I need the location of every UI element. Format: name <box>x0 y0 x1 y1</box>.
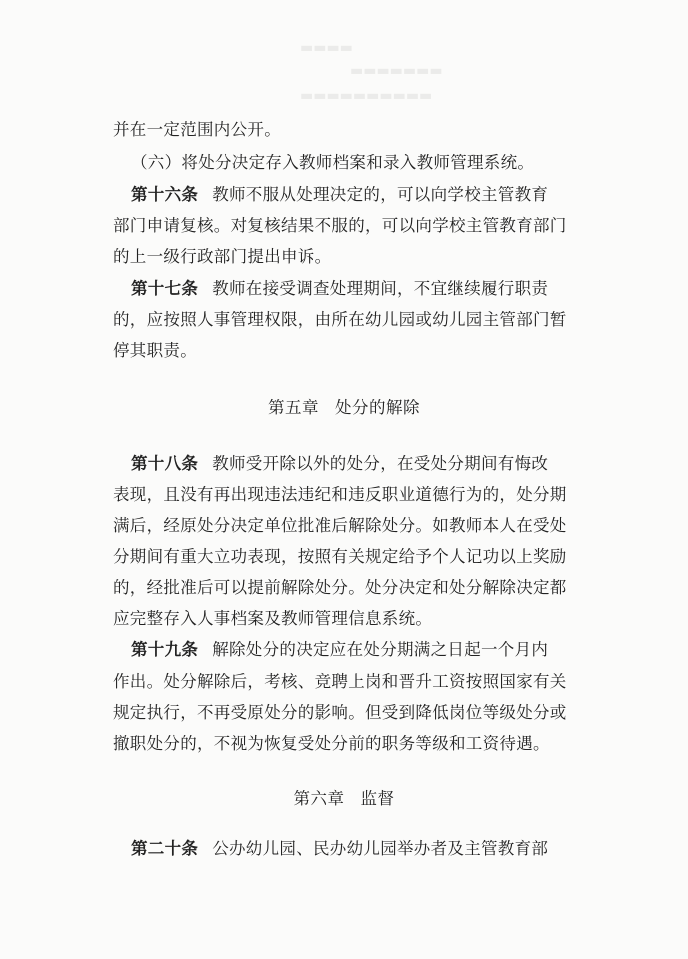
bleed-through-mark: ▬▬▬▬▬▬▬▬▬▬ <box>300 88 433 104</box>
article-label: 第十六条 <box>131 185 199 204</box>
article-18-line <box>131 452 593 476</box>
bleed-through-mark: ▬▬▬▬ <box>300 40 353 56</box>
article-label: 第十九条 <box>131 640 199 659</box>
text-line: 表现，且没有再出现违法违纪和违反职业道德行为的，处分期 <box>113 485 567 504</box>
chapter-6-heading <box>0 787 688 811</box>
article-text: 公办幼儿园、民办幼儿园举办者及主管教育部 <box>212 839 549 858</box>
bleed-through-mark: ▬▬▬▬▬▬▬ <box>350 63 443 79</box>
text-line: （六）将处分决定存入教师档案和录入教师管理系统。 <box>131 153 535 172</box>
article-text: 教师不服从处理决定的，可以向学校主管教育 <box>212 185 549 204</box>
article-text: 解除处分的决定应在处分期满之日起一个月内 <box>212 640 549 659</box>
text-line: 的上一级行政部门提出申诉。 <box>113 247 332 266</box>
article-text: 教师在接受调查处理期间，不宜继续履行职责 <box>212 279 549 298</box>
article-20-line <box>131 837 593 861</box>
chapter-title: 处分的解除 <box>335 398 420 417</box>
text-line: 撤职处分的，不视为恢复受处分前的职务等级和工资待遇。 <box>113 734 550 753</box>
article-label: 第十八条 <box>131 454 199 473</box>
text-line: 作出。处分解除后，考核、竞聘上岗和晋升工资按照国家有关 <box>113 672 567 691</box>
chapter-number: 第六章 <box>293 789 345 808</box>
text-line: 规定执行，不再受原处分的影响。但受到降低岗位等级处分或 <box>113 703 567 722</box>
text-line: 满后，经原处分决定单位批准后解除处分。如教师本人在受处 <box>113 516 567 535</box>
text-line: 应完整存入人事档案及教师管理信息系统。 <box>113 609 433 628</box>
article-19-line <box>131 638 593 662</box>
chapter-5-heading <box>0 396 688 420</box>
article-16-line <box>131 183 593 207</box>
chapter-number: 第五章 <box>268 398 319 417</box>
article-label: 第十七条 <box>131 279 199 298</box>
article-17-line <box>131 277 593 301</box>
article-label: 第二十条 <box>131 839 199 858</box>
text-line: 的，应按照人事管理权限，由所在幼儿园或幼儿园主管部门暂 <box>113 310 567 329</box>
text-line: 分期间有重大立功表现，按照有关规定给予个人记功以上奖励 <box>113 547 567 566</box>
text-line: 并在一定范围内公开。 <box>113 120 281 139</box>
chapter-title: 监督 <box>360 789 395 808</box>
text-line: 部门申请复核。对复核结果不服的，可以向学校主管教育部门 <box>113 216 567 235</box>
text-line: 的，经批准后可以提前解除处分。处分决定和处分解除决定都 <box>113 578 567 597</box>
article-text: 教师受开除以外的处分，在受处分期间有悔改 <box>212 454 549 473</box>
text-line: 停其职责。 <box>113 341 197 360</box>
